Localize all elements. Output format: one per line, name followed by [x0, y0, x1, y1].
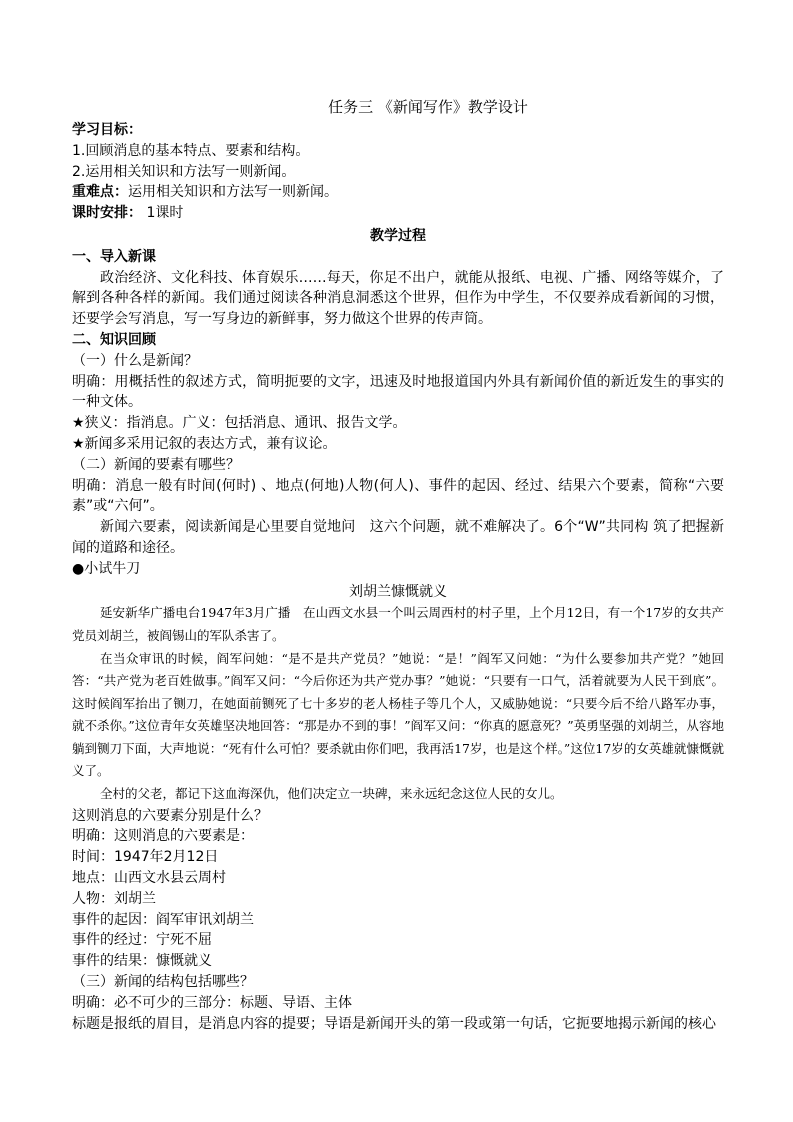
- answer-2: 明确：消息一般有时间(何时) 、地点(何地)人物(何人)、事件的起因、经过、结果六个要素，简称“六要素”或“六何”。: [72, 477, 724, 515]
- practice-label: ●小试牛刀: [72, 560, 141, 577]
- goal-item-1: 1.回顾消息的基本特点、要素和结构。: [72, 142, 310, 159]
- question-1: （一）什么是新闻？: [72, 352, 198, 369]
- schedule-text: 1课时: [142, 205, 184, 222]
- question-2: （二）新闻的要素有哪些？: [72, 456, 240, 473]
- difficulty-label: 重难点：: [72, 184, 128, 201]
- star-note-2: ★新闻多采用记叙的表达方式，兼有议论。: [72, 435, 337, 452]
- analysis-line-1: 明确：这则消息的六要素是：: [72, 828, 254, 845]
- article-paragraph-1: 延安新华广播电台1947年3月广播 在山西文水县一个叫云周西村的村子里，上个月12日，有一个17岁的女共产党员刘胡兰，被阎锡山的军队杀害了。: [72, 605, 724, 643]
- six-elements-paragraph: 新闻六要素，阅读新闻是心里要自觉地问 这六个问题，就不难解决了。6个“W”共同构 筑了把握新闻的道路和途径。: [72, 519, 724, 556]
- structure-paragraph: 标题是报纸的眉目，是消息内容的提要；导语是新闻开头的第一段或第一句话，它扼要地揭示新闻的核心: [72, 1015, 716, 1032]
- document-page: [72, 96, 724, 1034]
- goal-item-2: 2.运用相关知识和方法写一则新闻。: [72, 163, 296, 180]
- star-note-1: ★狭义：指消息。广义：包括消息、通讯、报告文学。: [72, 415, 407, 432]
- process-title: 教学过程: [370, 227, 426, 244]
- analysis-line-3: 地点：山西文水县云周村: [72, 870, 226, 887]
- section1-heading: 一、导入新课: [72, 248, 156, 265]
- analysis-line-4: 人物：刘胡兰: [72, 890, 156, 907]
- analysis-line-2: 时间：1947年2月12日: [72, 849, 219, 866]
- article-paragraph-3: 全村的父老，都记下这血海深仇，他们决定立一块碑，来永远纪念这位人民的女儿。: [100, 786, 563, 802]
- analysis-question: 这则消息的六要素分别是什么？: [72, 807, 268, 824]
- section2-heading: 二、知识回顾: [72, 331, 156, 348]
- goals-heading: 学习目标：: [72, 122, 142, 138]
- answer-1: 明确：用概括性的叙述方式，简明扼要的文字，迅速及时地报道国内外具有新闻价值的新近发生的事实的一种文体。: [72, 373, 724, 411]
- difficulty-line: [72, 182, 724, 203]
- schedule-line: [72, 203, 724, 224]
- section1-paragraph: 政治经济、文化科技、体育娱乐……每天，你足不出户，就能从报纸、电视、广播、网络等媒介，了解到各种各样的新闻。我们通过阅读各种消息洞悉这个世界，但作为中学生，不仅要养成看新闻的习惯，还要学会写消息，写一写身边的新鲜事，努力做这个世界的传声筒。: [72, 269, 724, 328]
- schedule-label: 课时安排：: [72, 205, 142, 222]
- article-paragraph-2: 在当众审讯的时候，阎军问她：“是不是共产党员？”她说：“是！”阎军又问她：“为什么要参加共产党？”她回答：“共产党为老百姓做事。”阎军又问：“今后你还为共产党办事？”她说：“只要有一口气，活着就要为人民干到底”。这时候阎军抬出了铡刀，在她面前铡死了七十多岁的老人杨桂子等几个人，又威胁她说：“只要今后不给八路军办事，就不杀你。”这位青年女英雄坚决地回答：“那是办不到的事！”阎军又问：“你真的愿意死？”英勇坚强的刘胡兰，从容地躺到铡刀下面，大声地说：“死有什么可怕？要杀就由你们吧，我再活17岁，也是这个样。”这位17岁的女英雄就慷慨就义了。: [72, 650, 724, 779]
- analysis-line-7: 事件的结果：慷慨就义: [72, 953, 212, 970]
- analysis-line-6: 事件的经过：宁死不屈: [72, 932, 212, 949]
- answer-3: 明确：必不可少的三部分：标题、导语、主体: [72, 994, 352, 1011]
- analysis-line-5: 事件的起因：阎军审讯刘胡兰: [72, 911, 254, 928]
- difficulty-text: 运用相关知识和方法写一则新闻。: [128, 184, 338, 201]
- article-title: 刘胡兰慷慨就义: [349, 583, 447, 600]
- question-3: （三）新闻的结构包括哪些？: [72, 974, 254, 991]
- document-title: 任务三 《新闻写作》教学设计: [328, 98, 528, 116]
